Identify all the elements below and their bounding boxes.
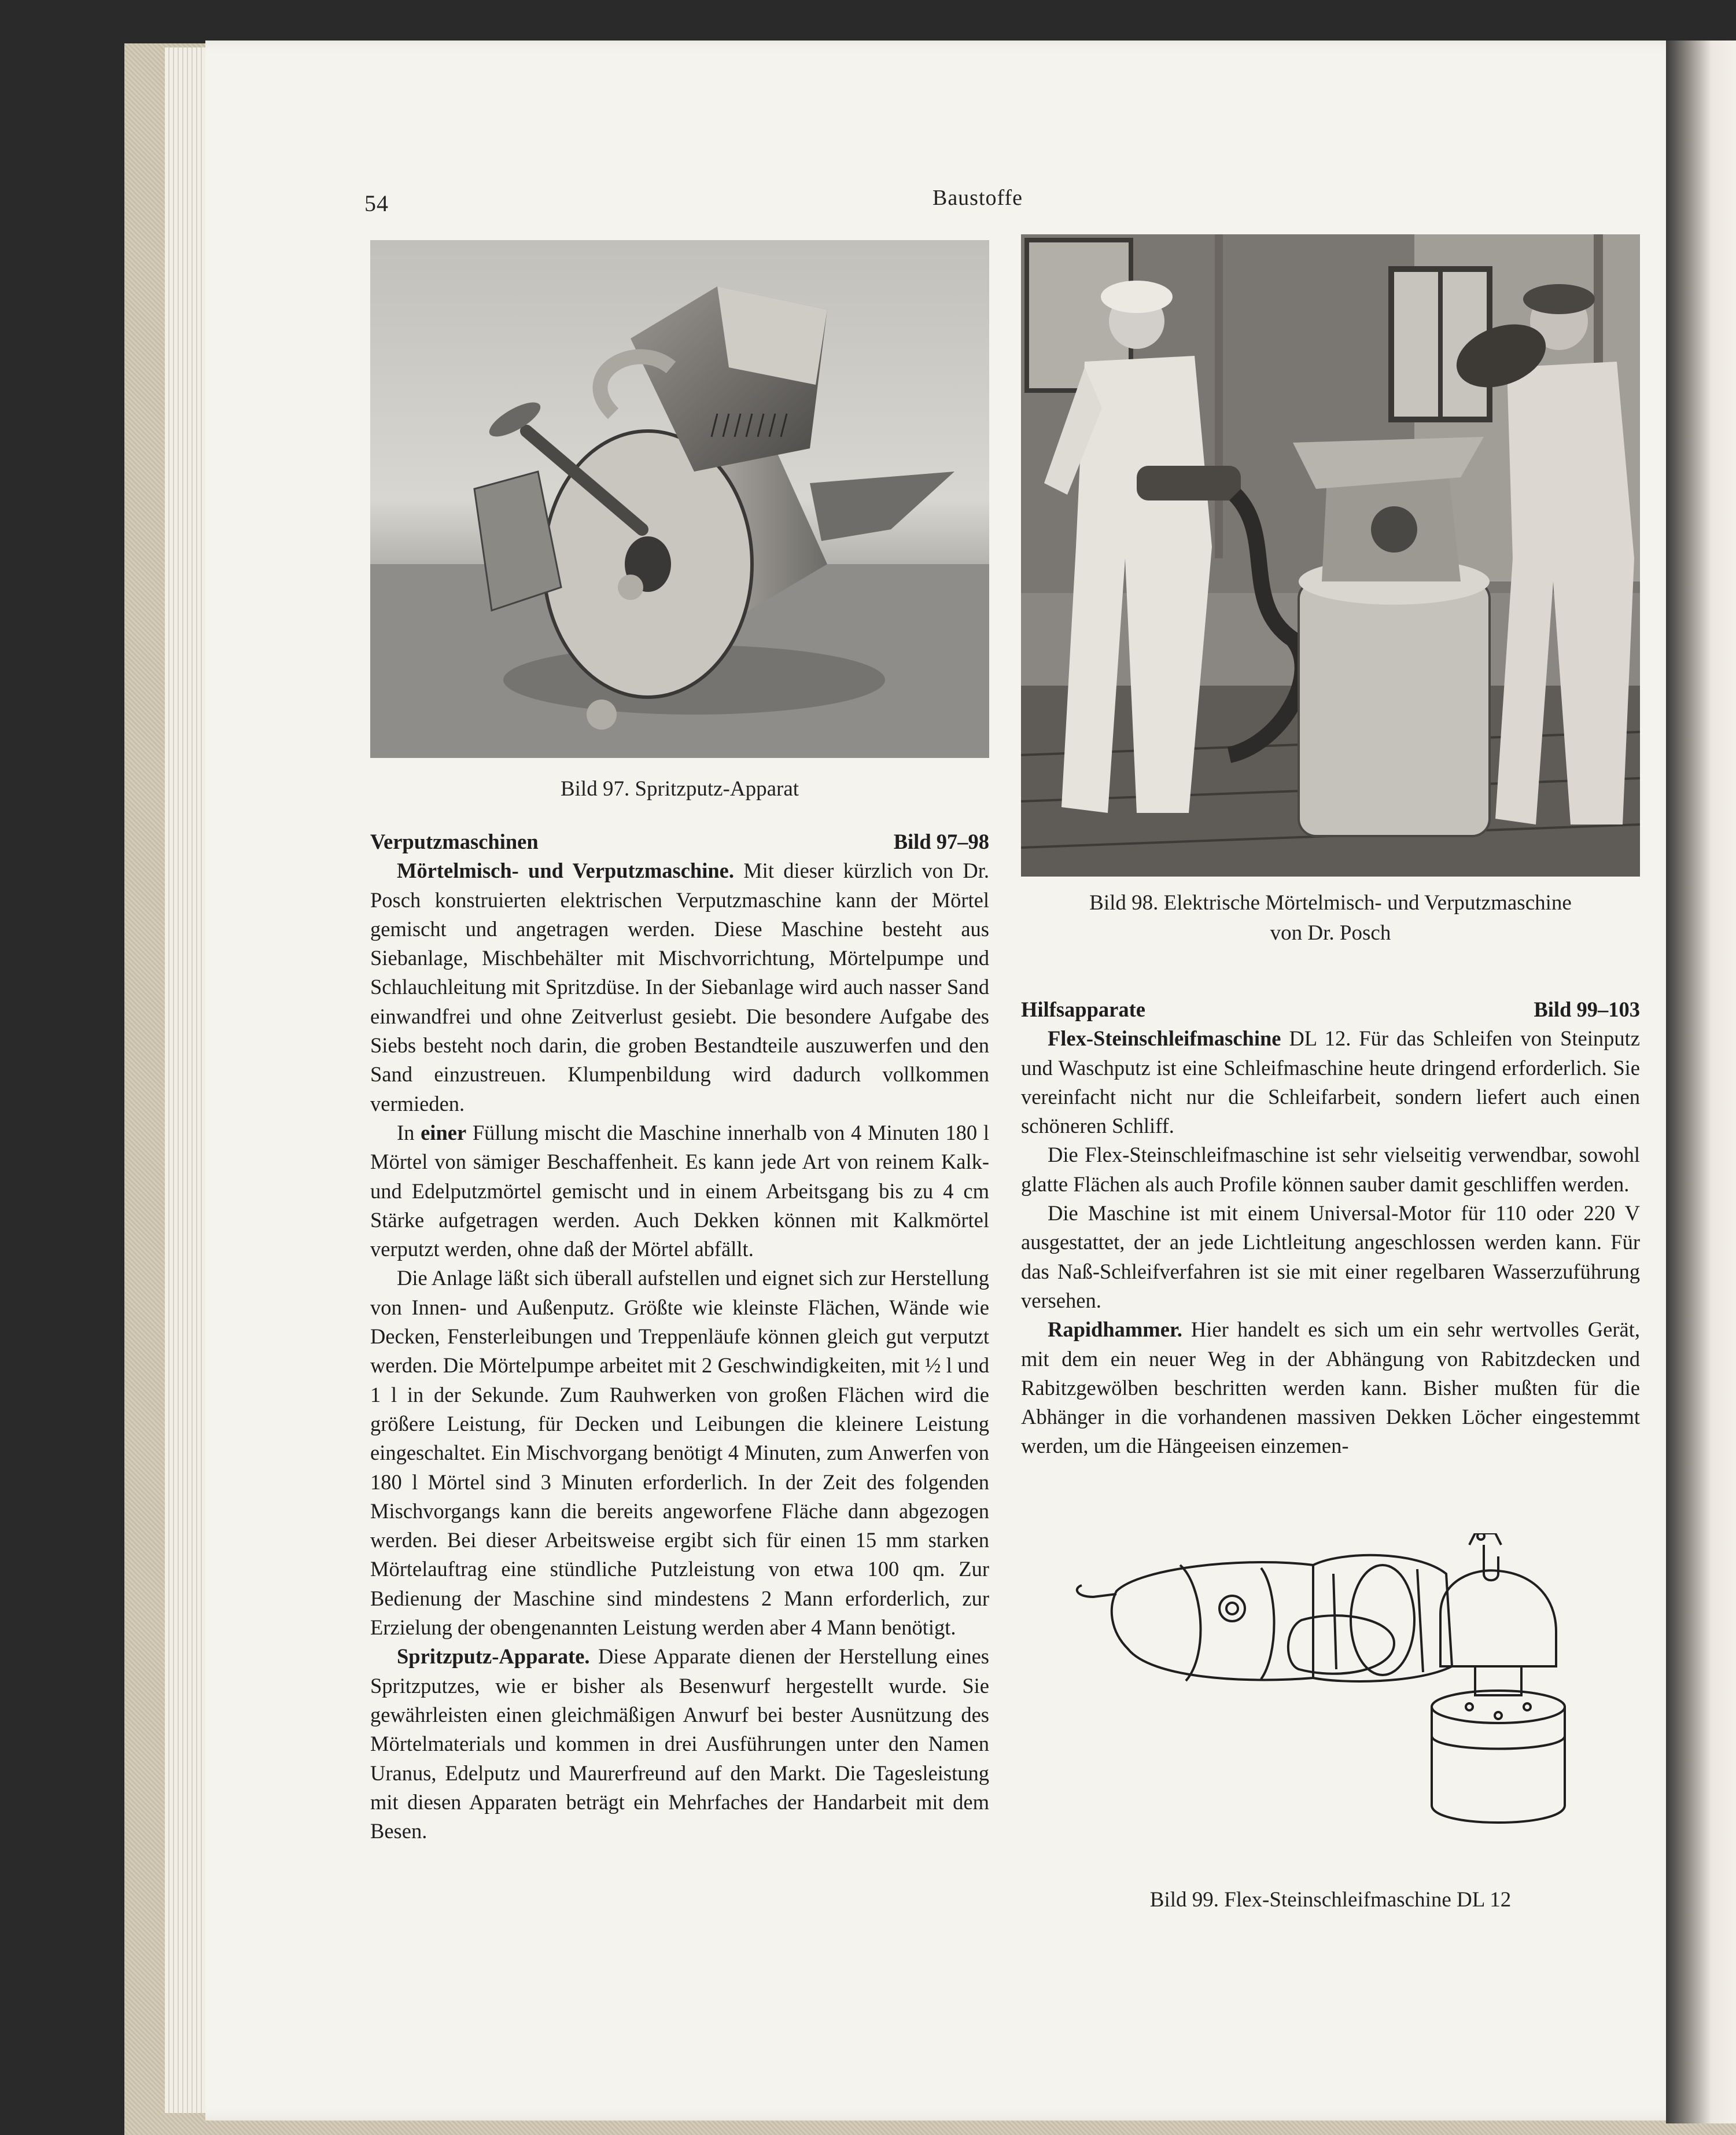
section-heading-figref: Bild 97–98 [893, 830, 989, 853]
paragraph-text-pre: In [397, 1120, 421, 1144]
section-heading-hilfsapparate [1021, 995, 1640, 1024]
paragraph-vielseitig: Die Flex-Steinschleifmaschine ist sehr vielseitig verwendbar, sowohl glatte Flächen als auch Profile können sauber damit geschliffen werden. [1021, 1143, 1640, 1196]
paragraph-moertelmisch [370, 856, 989, 1118]
paragraph-text: Mit dieser kürzlich von Dr. Posch konstruierten elektrischen Verputzmaschine kann der Mörtel gemischt und angetragen werden. Diese Maschine besteht aus Siebanlage, Mischbehälter mit Mischvorrichtung, Mörtelpumpe und Schlauchleitung mit Spritzdüse. In der Siebanlage wird auch nasser Sand einwandfrei und ohne Zeitverlust gesiebt. Die besondere Aufgabe des Siebs besteht noch darin, die groben Bestandteile auszuwerfen und den Sand einzustreuen. Klumpenbildung wird dadurch vollkommen vermieden. [370, 859, 989, 1116]
section-heading-title: Verputzmaschinen [370, 830, 539, 853]
section-heading-title: Hilfsapparate [1021, 997, 1145, 1021]
paragraph-lead: Mörtelmisch- und Verputzmaschine. [397, 859, 734, 883]
figure-98-caption-line1: Bild 98. Elektrische Mörtelmisch- und Verputzmaschine [1089, 891, 1572, 915]
figure-97-photo [370, 240, 989, 758]
paragraph-lead: Flex-Steinschleifmaschine [1048, 1026, 1281, 1051]
paragraph-fuellung [370, 1118, 989, 1264]
section-heading-verputzmaschinen [370, 827, 989, 856]
right-text-column [1021, 995, 1640, 1461]
paragraph-model: DL 12. [1281, 1026, 1351, 1051]
page-stack-edge [165, 47, 211, 2113]
figure-98-caption-line2: von Dr. Posch [1270, 921, 1391, 945]
paragraph-flex [1021, 1024, 1640, 1140]
paragraph-anlage: Die Anlage läßt sich überall aufstellen und eignet sich zur Herstellung von Innen- und Außenputz. Größte wie kleinste Flächen, Wände wie Decken, Fensterleibungen und Treppenläufe können gleich gut verputzt werden. Die Mörtelpumpe arbeitet mit 2 Geschwindigkeiten, mit ½ l und 1 l in der Sekunde. Zum Rauhwerken von großen Flächen wird die größere Leistung, für Decken und Leibungen die kleinere Leistung eingeschaltet. Ein Mischvorgang benötigt 4 Minuten, zum Anwerfen von 180 l Mörtel sind 3 Minuten erforderlich. In der Zeit des folgenden Mischvorgangs kann die bereits angeworfene Fläche dann abgezogen werden. Bei dieser Arbeitsweise ergibt sich für einen 15 mm starken Mörtelauftrag eine stündliche Putzleistung von etwa 100 qm. Zur Bedienung der Maschine sind mindestens 2 Mann erforderlich, zur Erzielung der obengenannten Leistung werden aber 4 Mann benötigt. [370, 1266, 989, 1640]
paragraph-text: Für das Schleifen von Steinputz und Waschputz ist eine Schleifmaschine heute dringend erforderlich. Sie vereinfacht nicht nur die Schleifarbeit, sondern liefert auch einen schöneren Schliff. [1021, 1026, 1640, 1138]
book-gutter [1666, 41, 1736, 2123]
page-number: 54 [364, 190, 389, 216]
running-title: Baustoffe [932, 186, 1023, 210]
paragraph-lead: Spritzputz-Apparate. [397, 1644, 590, 1669]
paragraph-text: Hier handelt es sich um ein sehr wertvolles Gerät, mit dem ein neuer Weg in der Abhängung von Rabitzdecken und Rabitzgewölben beschritten werden kann. Bisher mußten für die Abhänger in die vorhandenen massiven Dekken Löcher eingestemmt werden, um die Hängeeisen einzemen- [1021, 1317, 1640, 1458]
paragraph-rapidhammer [1021, 1315, 1640, 1460]
figure-97-caption: Bild 97. Spritzputz-Apparat [560, 777, 799, 801]
figure-99-drawing [1070, 1533, 1591, 1869]
paragraph-emphasis: einer [421, 1120, 467, 1144]
paragraph-motor: Die Maschine ist mit einem Universal-Motor für 110 oder 220 V ausgestattet, der an jede Lichtleitung angeschlossen werden kann. Für das Naß-Schleifverfahren ist sie mit einer regelbaren Wasserzuführung versehen. [1021, 1201, 1640, 1312]
left-text-column [370, 827, 989, 1846]
figure-98-photo [1021, 234, 1640, 877]
section-heading-figref: Bild 99–103 [1534, 997, 1640, 1021]
figure-99-caption: Bild 99. Flex-Steinschleifmaschine DL 12 [1149, 1888, 1512, 1912]
paragraph-text: Füllung mischt die Maschine innerhalb von 4 Minuten 180 l Mörtel von sämiger Beschaffenheit. Es kann jede Art von reinem Kalk- und Edelputzmörtel gemischt und in einem Arbeitsgang bis zu 4 cm Stärke aufgetragen werden. Auch Dekken können mit Kalkmörtel verputzt werden, ohne daß der Mörtel abfällt. [370, 1120, 989, 1261]
figure-98-caption [1021, 888, 1640, 948]
paragraph-lead: Rapidhammer. [1048, 1317, 1182, 1342]
paragraph-spritzputz [370, 1642, 989, 1846]
paragraph-text: Diese Apparate dienen der Herstellung eines Spritzputzes, wie er bisher als Besenwurf hergestellt wurde. Sie gewährleisten einen gleichmäßigen Anwurf bei bester Ausnützung des Mörtelmaterials und kommen in drei Ausführungen unter den Namen Uranus, Edelputz und Maurerfreund auf den Markt. Die Tagesleistung mit diesen Apparaten beträgt ein Mehrfaches der Handarbeit mit dem Besen. [370, 1644, 989, 1843]
